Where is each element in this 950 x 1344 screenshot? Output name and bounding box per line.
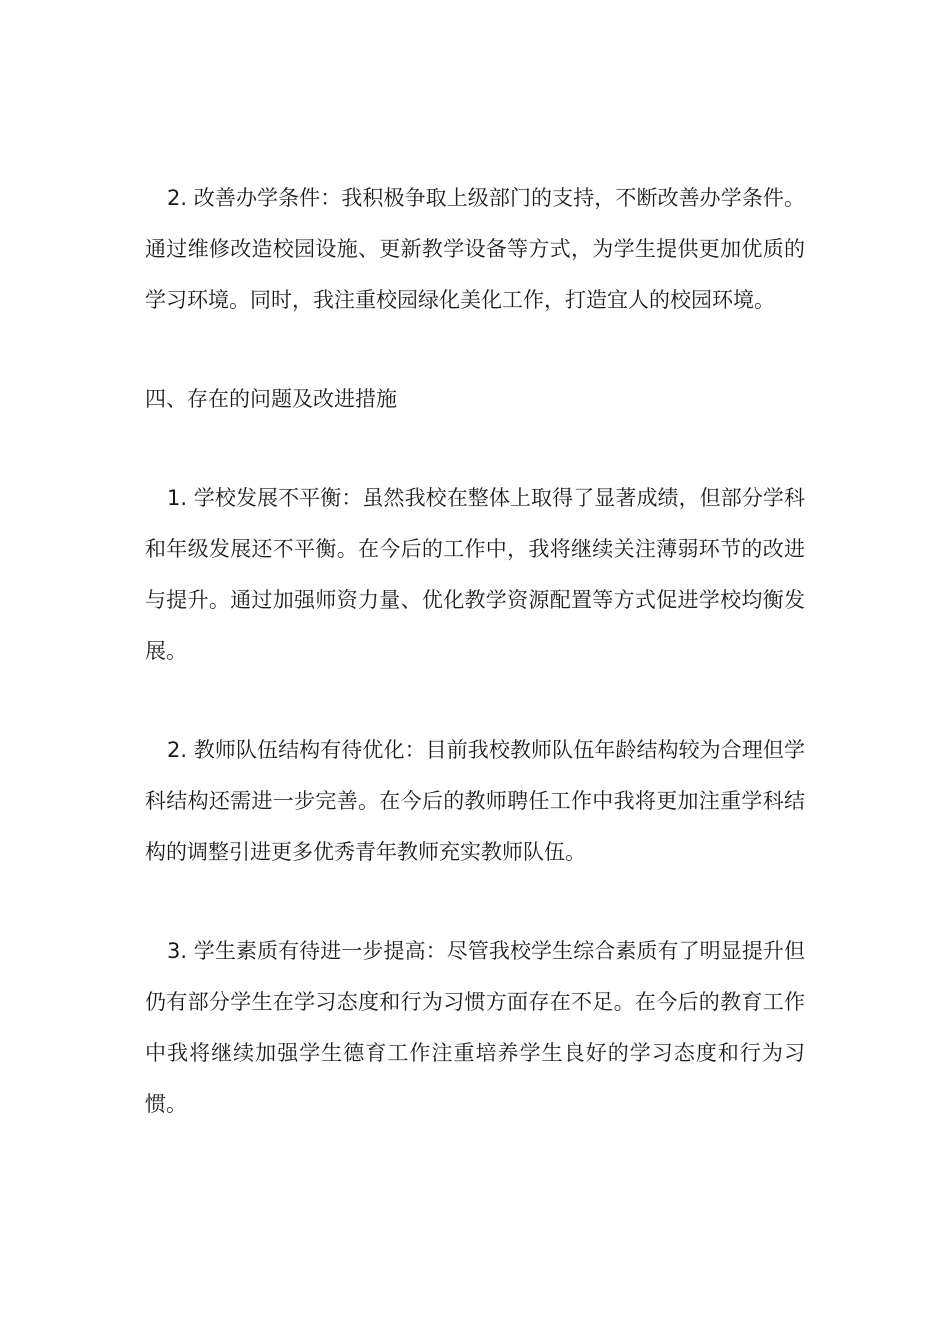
paragraph-student-quality: 3. 学生素质有待进一步提高：尽管我校学生综合素质有了明显提升但仍有部分学生在学习态度和行为习惯方面存在不足。在今后的教育工作中我将继续加强学生德育工作注重培养学生良好的学习态度和行为习惯。 <box>145 939 805 1116</box>
paragraph-gap <box>145 425 805 473</box>
paragraph-improve-school-conditions: 2. 改善办学条件：我积极争取上级部门的支持，不断改善办学条件。通过维修改造校园设施、更新教学设备等方式，为学生提供更加优质的学习环境。同时，我注重校园绿化美化工作，打造宜人的校园环境。 <box>145 186 805 312</box>
paragraph-unbalanced-development: 1. 学校发展不平衡：虽然我校在整体上取得了显著成绩，但部分学科和年级发展还不平衡。在今后的工作中，我将继续关注薄弱环节的改进与提升。通过加强师资力量、优化教学资源配置等方式促进学校均衡发展。 <box>145 486 805 663</box>
paragraph-gap <box>145 677 805 725</box>
document-body <box>145 173 805 1130</box>
paragraph-gap <box>145 326 805 374</box>
paragraph-gap <box>145 878 805 926</box>
paragraph-teacher-structure: 2. 教师队伍结构有待优化：目前我校教师队伍年龄结构较为合理但学科结构还需进一步完善。在今后的教师聘任工作中我将更加注重学科结构的调整引进更多优秀青年教师充实教师队伍。 <box>145 738 805 864</box>
section-heading-problems-and-measures: 四、存在的问题及改进措施 <box>145 387 397 411</box>
